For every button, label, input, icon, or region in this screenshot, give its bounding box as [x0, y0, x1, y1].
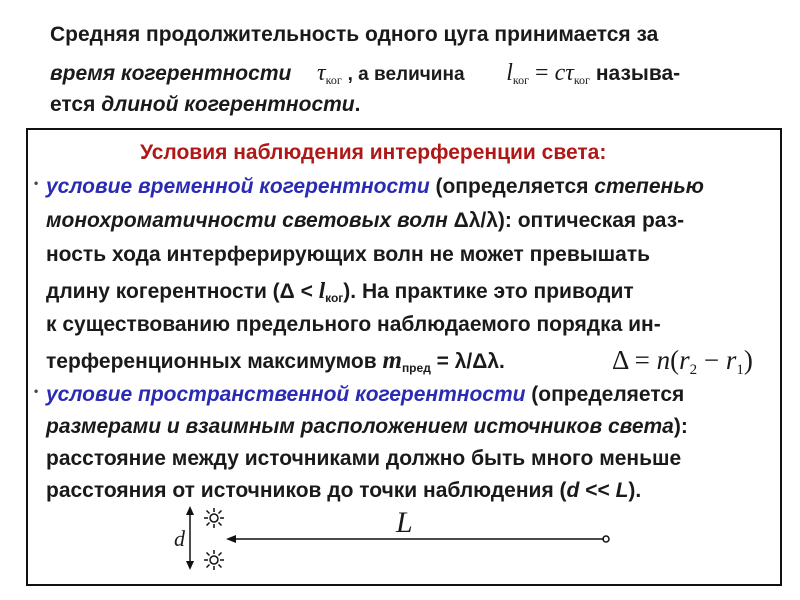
pred-subscript: пред: [401, 361, 431, 375]
l-symbol: l: [318, 278, 326, 303]
intro-naming-text: называ-: [595, 62, 681, 85]
bullet-1-line-3: ность хода интерферирующих волн не может превышать: [46, 243, 651, 266]
d-label: d: [174, 526, 185, 551]
bullet-1-line-6: [46, 348, 505, 381]
kog-subscript: ког: [325, 291, 344, 305]
bullet-1-line-4: [46, 278, 634, 311]
d-symbol: d: [566, 479, 580, 502]
sources-diagram: [160, 504, 620, 585]
b2-line4-end: ).: [628, 479, 642, 502]
b2-line4-a: расстояния от источников до точки наблюдения (: [46, 479, 567, 502]
bullet-1-line-5: к существованию предельного наблюдаемого порядка ин-: [46, 313, 661, 336]
monochromaticity-term: монохроматичности световых волн: [46, 209, 448, 232]
L-distance-arrow: [226, 535, 609, 543]
bullet-1-line-2: [46, 208, 684, 234]
b1-line4-a: длину когерентности (Δ <: [46, 280, 319, 303]
b2-paren-text: (определяется: [525, 383, 685, 406]
delta-lambda-formula: Δλ/λ: [447, 209, 498, 232]
coherence-length-formula: $l_{ког} = c\tau_{ког}$: [506, 60, 590, 87]
L-label: L: [396, 506, 413, 539]
L-symbol: L: [615, 479, 629, 502]
b1-degree-text: степенью: [594, 175, 704, 198]
bullet-2-line-3: расстояние между источниками должно быть много меньше: [46, 447, 682, 470]
source-top-icon: [204, 508, 224, 528]
b1-line4-b: ). На практике это приводит: [343, 280, 634, 303]
conditions-title: Условия наблюдения интерференции света:: [140, 141, 607, 164]
tau-symbol: $\tau_{ког}$: [317, 60, 342, 87]
intro-comma-text: , а величина: [347, 64, 465, 85]
coherence-time-term: время когерентности: [50, 62, 292, 85]
bullet-1-line-1: [46, 174, 704, 200]
bullet-2-marker: •: [34, 384, 39, 398]
temporal-coherence-term: условие временной когерентности: [46, 175, 430, 198]
intro-line-2: [50, 60, 680, 93]
intro-line-3: [50, 92, 360, 118]
intro-line-1: [50, 22, 658, 48]
path-difference-formula: Δ = n(r2 − r1): [612, 345, 753, 378]
intro-text-1: Средняя продолжительность одного цуга принимается за: [50, 23, 659, 46]
b2-line2-end: ):: [673, 415, 688, 438]
sources-arrangement-term: размерами и взаимным расположением источников света: [46, 415, 674, 438]
source-bottom-icon: [204, 550, 224, 570]
sources-diagram-svg: [160, 504, 620, 580]
m-symbol: m: [382, 347, 402, 374]
bullet-2-line-2: [46, 414, 688, 440]
coherence-length-term: длиной когерентности: [101, 93, 355, 116]
b1-paren-text: (определяется: [429, 175, 595, 198]
intro-text-3: ется: [50, 93, 96, 116]
bullet-1-marker: •: [34, 176, 39, 190]
bullet-2-line-4: [46, 478, 641, 504]
m-pred-formula: = λ/Δλ.: [430, 350, 505, 373]
intro-period: .: [354, 93, 361, 116]
spatial-coherence-term: условие пространственной когерентности: [46, 383, 526, 406]
bullet-2-line-1: [46, 382, 684, 408]
b1-line2-rest: ): оптическая раз-: [497, 209, 685, 232]
b1-line6-a: терференционных максимумов: [46, 350, 377, 373]
much-less-symbol: <<: [579, 479, 616, 502]
d-double-arrow: [186, 506, 194, 570]
